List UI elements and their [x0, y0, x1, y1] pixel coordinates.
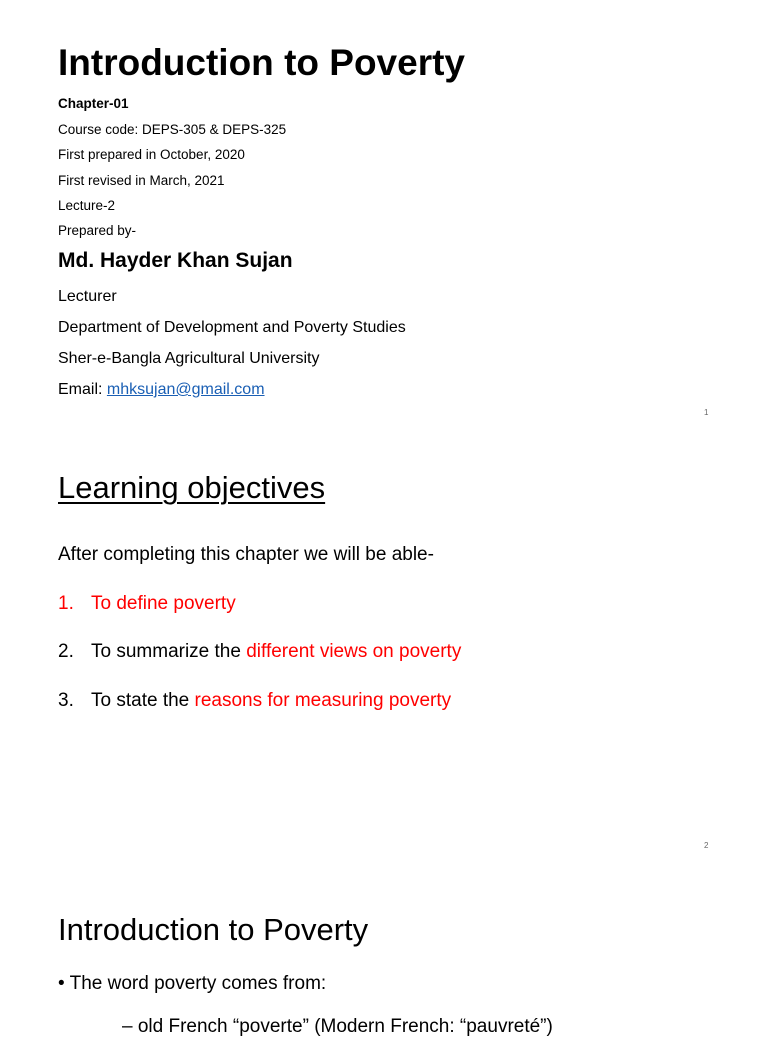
course-code: Course code: DEPS-305 & DEPS-325	[58, 122, 287, 137]
sub-bullet-item: – old French “poverte” (Modern French: “pauvreté”)	[122, 1016, 553, 1037]
author-email-line	[58, 379, 265, 401]
objective-number: 1.	[58, 593, 74, 614]
slide-3	[0, 864, 768, 1037]
objective-item	[58, 591, 236, 617]
objective-text: To state the	[91, 690, 195, 711]
first-prepared: First prepared in October, 2020	[58, 147, 245, 162]
objective-text: To summarize the	[91, 641, 247, 662]
lecture-number: Lecture-2	[58, 198, 116, 213]
objective-number: 3.	[58, 690, 74, 711]
objective-item	[58, 639, 461, 665]
slide-1	[0, 0, 768, 432]
slide-3-heading: Introduction to Poverty	[58, 912, 369, 947]
author-department: Department of Development and Poverty Studies	[58, 319, 406, 336]
first-revised: First revised in March, 2021	[58, 173, 225, 188]
email-label: Email:	[58, 381, 107, 398]
page-number: 1	[704, 408, 709, 417]
slide-1-title: Introduction to Poverty	[58, 42, 465, 83]
objective-highlight: different views on poverty	[246, 641, 462, 662]
chapter-label: Chapter-01	[58, 96, 129, 111]
slide-2	[0, 432, 768, 864]
objective-item	[58, 688, 451, 714]
prepared-by-label: Prepared by-	[58, 223, 137, 238]
author-university: Sher-e-Bangla Agricultural University	[58, 350, 320, 367]
bullet-item: • The word poverty comes from:	[58, 973, 327, 994]
email-link[interactable]: mhksujan@gmail.com	[106, 381, 265, 398]
objective-text: To define poverty	[91, 593, 236, 614]
objective-number: 2.	[58, 641, 74, 662]
page-number: 2	[704, 841, 709, 850]
learning-objectives-heading: Learning objectives	[58, 470, 326, 505]
objective-highlight: reasons for measuring poverty	[194, 690, 452, 711]
author-name: Md. Hayder Khan Sujan	[58, 249, 293, 272]
author-position: Lecturer	[58, 288, 117, 305]
objectives-intro: After completing this chapter we will be able-	[58, 544, 434, 565]
